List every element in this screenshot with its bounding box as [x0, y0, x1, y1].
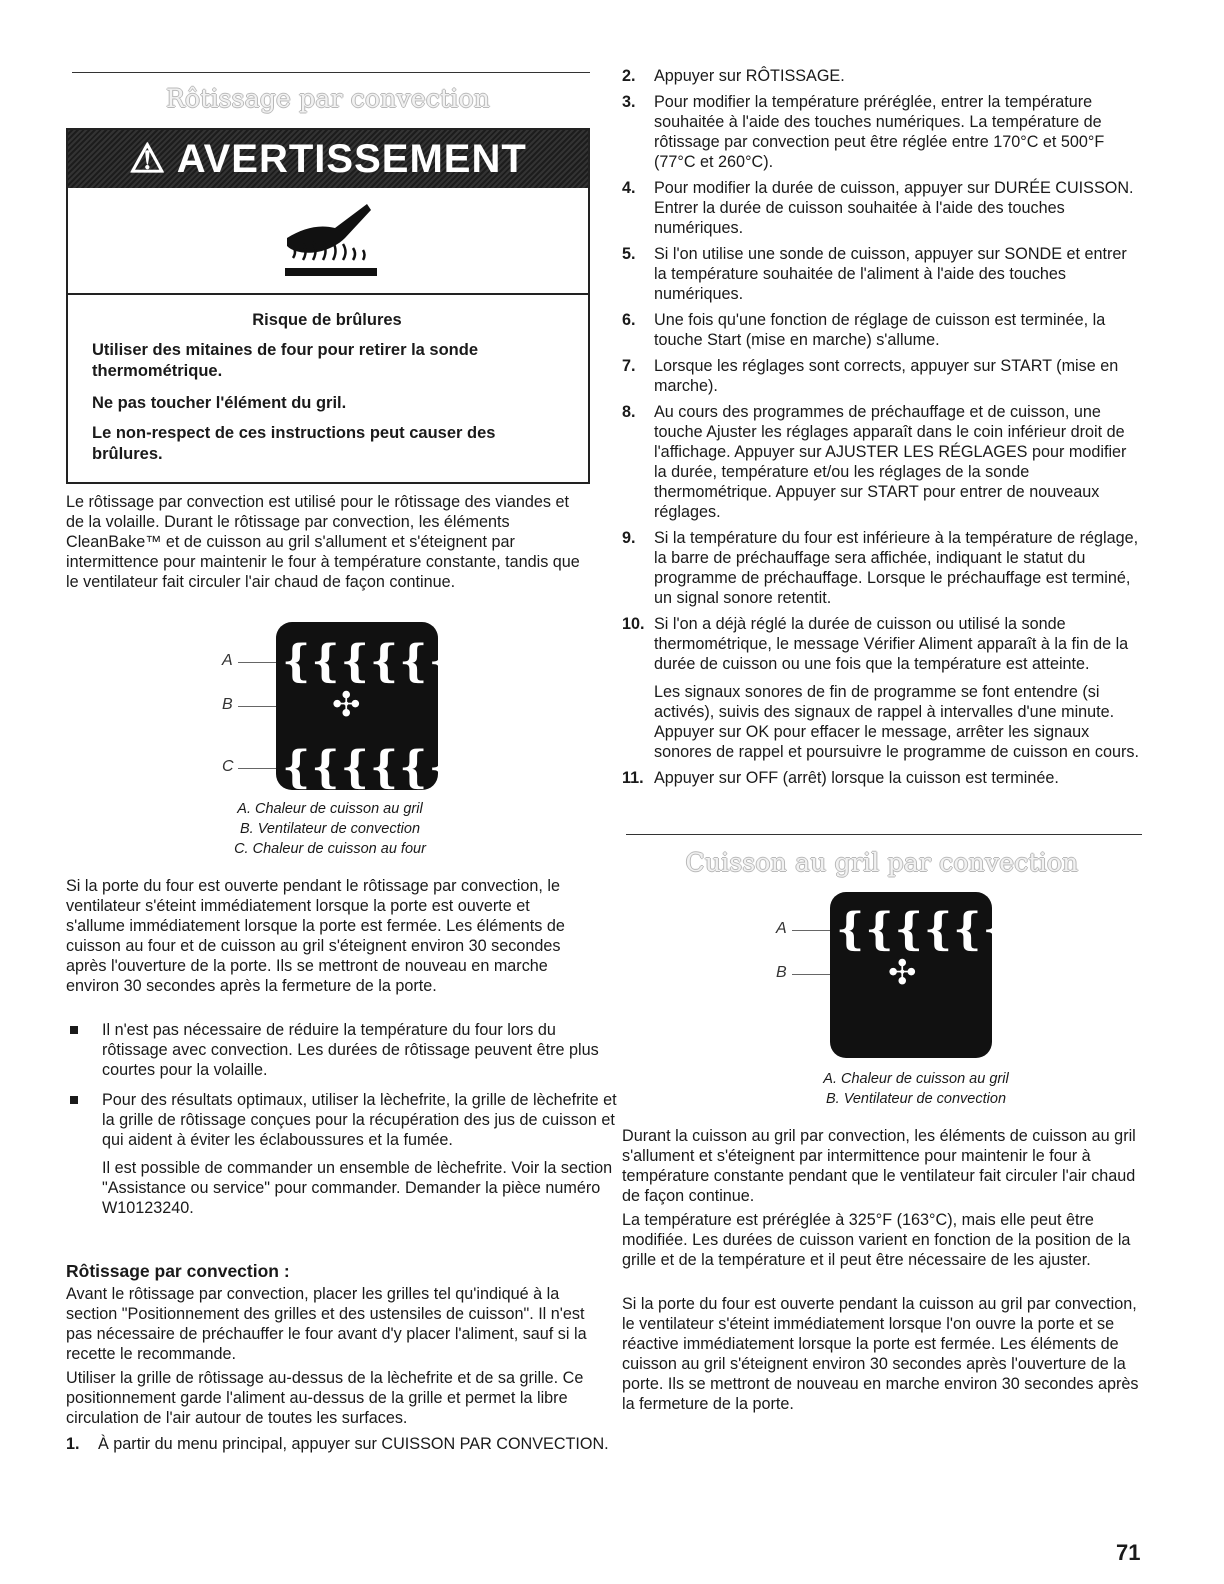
bullet-item: Il n'est pas nécessaire de réduire la température du four lors du rôtissage avec convection. Les durées de rôtissage peuvent être plus courtes pour la volaille.	[66, 1020, 626, 1080]
warning-triangle-icon: ⚠	[129, 137, 167, 181]
diagram-label-a: A	[776, 920, 787, 937]
step-item: 10. Si l'on a déjà réglé la durée de cuisson ou utilisé la sonde thermométrique, le message Vérifier Aliment apparaît à la fin de la durée de cuisson ou une fois que la température est atteinte. Les signaux sonores de fin de programme se font entendre (si activés), suivis des signaux de rappel à intervalles d'une minute. Appuyer sur OK pour effacer le message, arrêter les signaux sonores de rappel et poursuivre le programme de cuisson en cours.	[622, 614, 1142, 762]
door-paragraph: Si la porte du four est ouverte pendant le rôtissage par convection, le ventilateur s'éteint immédiatement lorsque la porte est ouverte et s'allume immédiatement lorsque la porte est fermée. Les éléments de cuisson au four et de cuisson au gril s'éteignent environ 30 secondes après l'ouverture de la porte. Ils se mettront de nouveau en marche environ 30 secondes après la fermeture de la porte.	[66, 877, 565, 995]
bake-heat-icon: {{{{{{{{	[282, 742, 517, 793]
caption-a: A. Chaleur de cuisson au gril	[237, 801, 423, 817]
bullet-square-icon	[70, 1096, 78, 1104]
section-title-rotissage: Rôtissage par convection	[165, 84, 491, 113]
warning-divider	[68, 293, 588, 295]
warning-line-3: Le non-respect de ces instructions peut causer des brûlures.	[92, 424, 496, 463]
step-item: 2. Appuyer sur RÔTISSAGE.	[622, 67, 845, 85]
warning-risk: Risque de brûlures	[252, 311, 402, 329]
fan-icon: ✣	[888, 954, 917, 992]
step-item: 3. Pour modifier la température préréglée, entrer la température souhaitée à l'aide des touches numériques. La température de rôtissage par convection peut être réglée entre 170°C et 500°F (77°C et 260°C).	[622, 93, 1105, 171]
broil-paragraph-1: Durant la cuisson au gril par convection, les éléments de cuisson au gril s'allument et s'éteignent par intermittence pour maintenir le four à température constante pendant que le ventilateur fait circuler l'air chaud de façon continue.	[622, 1127, 1136, 1205]
paragraph-placement: Avant le rôtissage par convection, placer les grilles tel qu'indiqué à la section "Positionnement des grilles et des ustensiles de cuisson". Il n'est pas nécessaire de préchauffer le four avant d'y placer l'aliment, sauf si la recette le recommande.	[66, 1285, 587, 1363]
diagram-label-b: B	[222, 696, 233, 713]
diagram-label-b: B	[776, 964, 787, 981]
warning-line-2: Ne pas toucher l'élément du gril.	[92, 394, 347, 412]
step-item: 7. Lorsque les réglages sont corrects, appuyer sur START (mise en marche).	[622, 357, 1119, 395]
hot-surface-hand-icon	[283, 198, 379, 286]
caption-a: A. Chaleur de cuisson au gril	[823, 1071, 1009, 1087]
caption-c: C. Chaleur de cuisson au four	[234, 841, 426, 857]
bullet-item: Pour des résultats optimaux, utiliser la lèchefrite, la grille de lèchefrite et la grille de rôtissage conçues pour la récupération des jus de cuisson et qui aident à éviter les éclaboussures et la fumée. Il est possible de commander un ensemble de lèchefrite. Voir la section "Assistance ou service" pour commander. Demander la pièce numéro W10123240.	[66, 1090, 626, 1218]
caption-b: B. Ventilateur de convection	[825, 1091, 1007, 1107]
bullet-square-icon	[70, 1026, 78, 1034]
intro-paragraph: Le rôtissage par convection est utilisé pour le rôtissage des viandes et de la volaille. Durant le rôtissage par convection, les éléments CleanBake™ et de cuisson au gril s'allument et s'éteignent par intermittence pour maintenir le four à température constante, tandis que le ventilateur fait circuler l'air chaud de façon continue.	[66, 493, 580, 591]
subsection-heading: Rôtissage par convection :	[66, 1261, 290, 1281]
step-item: 4. Pour modifier la durée de cuisson, appuyer sur DURÉE CUISSON. Entrer la durée de cuisson souhaitée à l'aide des touches numériques.	[622, 179, 1134, 237]
warning-line-1: Utiliser des mitaines de four pour retirer la sonde thermométrique.	[92, 341, 479, 380]
caption-b: B. Ventilateur de convection	[239, 821, 421, 837]
diagram-label-c: C	[222, 758, 234, 775]
broil-heat-icon: {{{{{{{{	[282, 636, 517, 687]
step-item: 1. À partir du menu principal, appuyer sur CUISSON PAR CONVECTION.	[66, 1435, 609, 1453]
section-title-gril: Cuisson au gril par convection	[685, 848, 1079, 877]
paragraph-grid: Utiliser la grille de rôtissage au-dessus de la lèchefrite et de sa grille. Ce positionnement garde l'aliment au-dessus de la grille et permet la libre circulation de l'air autour de toutes les surfaces.	[66, 1369, 584, 1427]
steps-list	[622, 66, 1142, 788]
step-item: 5. Si l'on utilise une sonde de cuisson, appuyer sur SONDE et entrer la température souhaitée de l'aliment à l'aide des touches numériques.	[622, 245, 1127, 303]
warning-title: ⚠ AVERTISSEMENT	[129, 137, 527, 181]
bullet-extra: Il est possible de commander un ensemble de lèchefrite. Voir la section "Assistance ou service" pour commander. Demander la pièce numéro W10123240.	[102, 1159, 613, 1217]
broil-heat-icon: {{{{{{{{	[836, 904, 1071, 955]
step-item: 11. Appuyer sur OFF (arrêt) lorsque la cuisson est terminée.	[622, 769, 1059, 787]
section-rule	[626, 834, 1142, 835]
step-number: 1.	[66, 1435, 80, 1453]
fan-icon: ✣	[332, 686, 361, 724]
step-item: 6. Une fois qu'une fonction de réglage de cuisson est terminée, la touche Start (mise en marche) s'allume.	[622, 311, 1106, 349]
step-item: 8. Au cours des programmes de préchauffage et de cuisson, une touche Ajuster les réglages apparaît dans le coin inférieur droit de l'affichage. Appuyer sur AJUSTER LES RÉGLAGES pour modifier la durée, température et/ou les réglages de la sonde thermométrique. Appuyer sur START pour entrer de nouveaux réglages.	[622, 403, 1127, 521]
warning-box	[66, 128, 590, 484]
broil-paragraph-3: Si la porte du four est ouverte pendant la cuisson au gril par convection, le ventilateur s'éteint immédiatement lorsque l'on ouvre la porte et se réactive immédiatement lorsque la porte est fermée. Les éléments de cuisson au gril s'éteignent environ 30 secondes après l'ouverture de la porte. Ils se mettront de nouveau en marche environ 30 secondes après la fermeture de la porte.	[622, 1295, 1139, 1413]
page-number: 71	[1116, 1540, 1141, 1565]
section-rule	[72, 72, 590, 73]
step-item: 9. Si la température du four est inférieure à la température de réglage, la barre de préchauffage sera affichée, indiquant le statut du programme de préchauffage. Lorsque le préchauffage est terminé, un signal sonore retentit.	[622, 529, 1139, 607]
step-10-extra: Les signaux sonores de fin de programme se font entendre (si activés), suivis des signaux de rappel à intervalles d'une minute. Appuyer sur OK pour effacer le message, arrêter les signaux sonores de rappel et poursuivre le programme de cuisson en cours.	[654, 683, 1139, 761]
diagram-label-a: A	[222, 652, 233, 669]
broil-paragraph-2: La température est préréglée à 325°F (163°C), mais elle peut être modifiée. Les durées de cuisson varient en fonction de la position de la grille et de la température et il peut être nécessaire de les ajuster.	[622, 1211, 1131, 1269]
